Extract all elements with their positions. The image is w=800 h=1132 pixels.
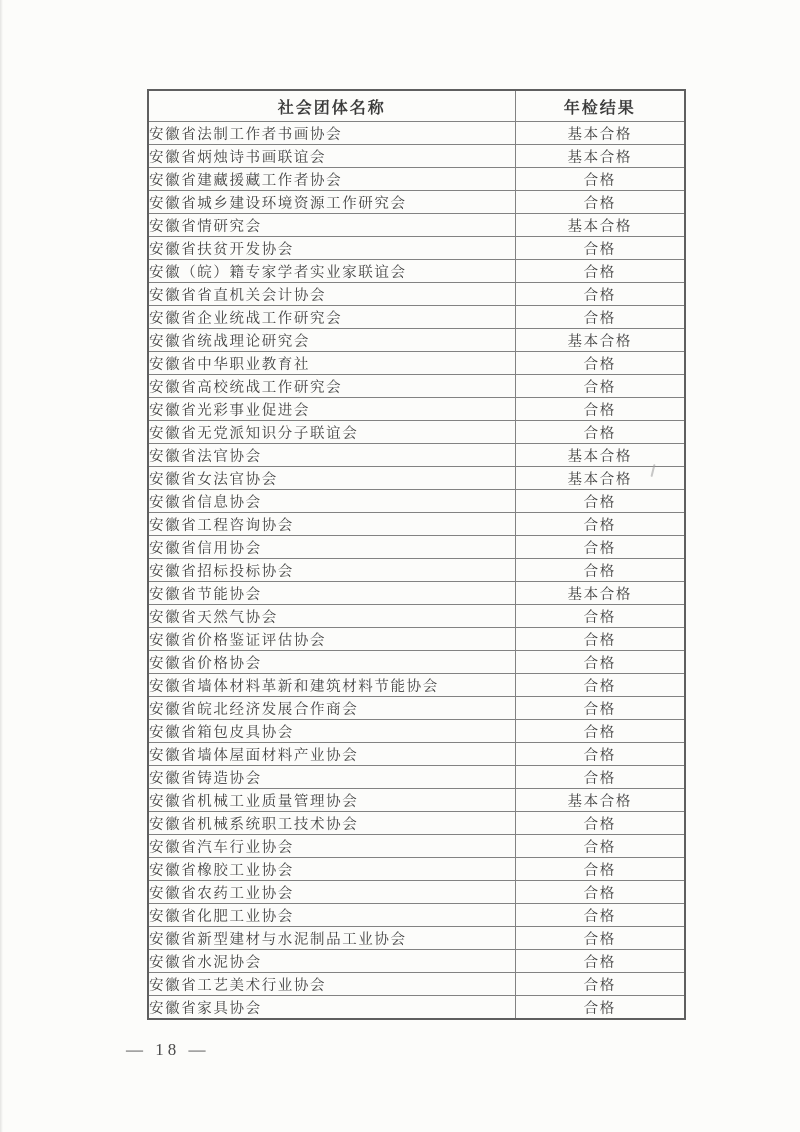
table-row (148, 812, 685, 835)
org-name-cell: 安徽省农药工业协会 (148, 881, 515, 904)
result-cell: 合格 (515, 973, 685, 996)
org-name-cell: 安徽省建藏援藏工作者协会 (148, 168, 515, 191)
table-row (148, 191, 685, 214)
table-row (148, 421, 685, 444)
table-row (148, 329, 685, 352)
org-name-cell: 安徽省女法官协会 (148, 467, 515, 490)
org-name-cell: 安徽省箱包皮具协会 (148, 720, 515, 743)
org-name-cell: 安徽省情研究会 (148, 214, 515, 237)
result-cell: 合格 (515, 605, 685, 628)
org-name-cell: 安徽省价格协会 (148, 651, 515, 674)
table-row (148, 490, 685, 513)
result-cell: 合格 (515, 283, 685, 306)
result-cell: 基本合格 (515, 444, 685, 467)
result-cell: 合格 (515, 927, 685, 950)
table-row (148, 904, 685, 927)
table-row (148, 628, 685, 651)
org-name-cell: 安徽省水泥协会 (148, 950, 515, 973)
table-row (148, 789, 685, 812)
result-cell: 合格 (515, 697, 685, 720)
result-cell: 合格 (515, 191, 685, 214)
result-cell: 合格 (515, 536, 685, 559)
org-name-cell: 安徽省省直机关会计协会 (148, 283, 515, 306)
table-row (148, 513, 685, 536)
table-row (148, 835, 685, 858)
page-number: — 18 — (126, 1040, 210, 1059)
table-row (148, 996, 685, 1020)
org-name-cell: 安徽（皖）籍专家学者实业家联谊会 (148, 260, 515, 283)
header-row (148, 90, 685, 122)
result-cell: 合格 (515, 513, 685, 536)
org-name-cell: 安徽省招标投标协会 (148, 559, 515, 582)
table-row (148, 973, 685, 996)
org-name-cell: 安徽省工艺美术行业协会 (148, 973, 515, 996)
table-row (148, 214, 685, 237)
org-name-cell: 安徽省墙体材料革新和建筑材料节能协会 (148, 674, 515, 697)
table-row (148, 927, 685, 950)
table-row (148, 145, 685, 168)
org-name-cell: 安徽省信用协会 (148, 536, 515, 559)
table-row (148, 605, 685, 628)
org-name-cell: 安徽省家具协会 (148, 996, 515, 1020)
result-cell: 合格 (515, 375, 685, 398)
result-cell: 合格 (515, 421, 685, 444)
org-name-cell: 安徽省价格鉴证评估协会 (148, 628, 515, 651)
table-row (148, 536, 685, 559)
column-header-result: 年检结果 (515, 90, 685, 122)
table-row (148, 444, 685, 467)
table-row (148, 283, 685, 306)
org-name-cell: 安徽省中华职业教育社 (148, 352, 515, 375)
org-name-cell: 安徽省墙体屋面材料产业协会 (148, 743, 515, 766)
result-cell: 合格 (515, 996, 685, 1020)
org-name-cell: 安徽省城乡建设环境资源工作研究会 (148, 191, 515, 214)
table-row (148, 375, 685, 398)
table-body (148, 122, 685, 1020)
result-cell: 合格 (515, 237, 685, 260)
org-name-cell: 安徽省节能协会 (148, 582, 515, 605)
result-cell: 合格 (515, 881, 685, 904)
result-cell: 合格 (515, 559, 685, 582)
result-cell: 合格 (515, 352, 685, 375)
org-name-cell: 安徽省天然气协会 (148, 605, 515, 628)
result-cell: 合格 (515, 168, 685, 191)
org-name-cell: 安徽省统战理论研究会 (148, 329, 515, 352)
org-name-cell: 安徽省机械系统职工技术协会 (148, 812, 515, 835)
table-row (148, 697, 685, 720)
org-name-cell: 安徽省汽车行业协会 (148, 835, 515, 858)
result-cell: 合格 (515, 628, 685, 651)
result-cell: 合格 (515, 766, 685, 789)
table-row (148, 743, 685, 766)
table-row (148, 766, 685, 789)
table-row (148, 950, 685, 973)
table-row (148, 260, 685, 283)
org-name-cell: 安徽省橡胶工业协会 (148, 858, 515, 881)
org-name-cell: 安徽省新型建材与水泥制品工业协会 (148, 927, 515, 950)
table-row (148, 352, 685, 375)
org-name-cell: 安徽省化肥工业协会 (148, 904, 515, 927)
result-cell: 合格 (515, 743, 685, 766)
result-cell: 基本合格 (515, 214, 685, 237)
org-name-cell: 安徽省法官协会 (148, 444, 515, 467)
result-cell: 合格 (515, 835, 685, 858)
result-cell: 合格 (515, 674, 685, 697)
org-name-cell: 安徽省铸造协会 (148, 766, 515, 789)
column-header-org-name: 社会团体名称 (148, 90, 515, 122)
result-cell: 合格 (515, 306, 685, 329)
result-cell: 基本合格 (515, 329, 685, 352)
org-name-cell: 安徽省无党派知识分子联谊会 (148, 421, 515, 444)
table-row (148, 237, 685, 260)
result-cell: 基本合格 (515, 582, 685, 605)
result-cell: 合格 (515, 858, 685, 881)
table-row (148, 306, 685, 329)
result-cell: 基本合格 (515, 789, 685, 812)
result-cell: 合格 (515, 904, 685, 927)
table-row (148, 674, 685, 697)
result-cell: 合格 (515, 812, 685, 835)
org-name-cell: 安徽省扶贫开发协会 (148, 237, 515, 260)
result-cell: 合格 (515, 398, 685, 421)
result-cell: 合格 (515, 490, 685, 513)
result-cell: 合格 (515, 950, 685, 973)
annual-inspection-table (147, 89, 686, 1020)
table-row (148, 168, 685, 191)
org-name-cell: 安徽省高校统战工作研究会 (148, 375, 515, 398)
org-name-cell: 安徽省工程咨询协会 (148, 513, 515, 536)
result-cell: 合格 (515, 720, 685, 743)
table-row (148, 122, 685, 145)
table-row (148, 582, 685, 605)
org-name-cell: 安徽省皖北经济发展合作商会 (148, 697, 515, 720)
result-cell: 合格 (515, 260, 685, 283)
table-row (148, 881, 685, 904)
org-name-cell: 安徽省机械工业质量管理协会 (148, 789, 515, 812)
org-name-cell: 安徽省法制工作者书画协会 (148, 122, 515, 145)
table-row (148, 651, 685, 674)
result-cell: 合格 (515, 651, 685, 674)
org-name-cell: 安徽省信息协会 (148, 490, 515, 513)
table-row (148, 559, 685, 582)
table-row (148, 398, 685, 421)
result-cell: 基本合格 (515, 467, 685, 490)
table-row (148, 467, 685, 490)
org-name-cell: 安徽省光彩事业促进会 (148, 398, 515, 421)
result-cell: 基本合格 (515, 122, 685, 145)
result-cell: 基本合格 (515, 145, 685, 168)
table-row (148, 720, 685, 743)
org-name-cell: 安徽省企业统战工作研究会 (148, 306, 515, 329)
org-name-cell: 安徽省炳烛诗书画联谊会 (148, 145, 515, 168)
table-row (148, 858, 685, 881)
